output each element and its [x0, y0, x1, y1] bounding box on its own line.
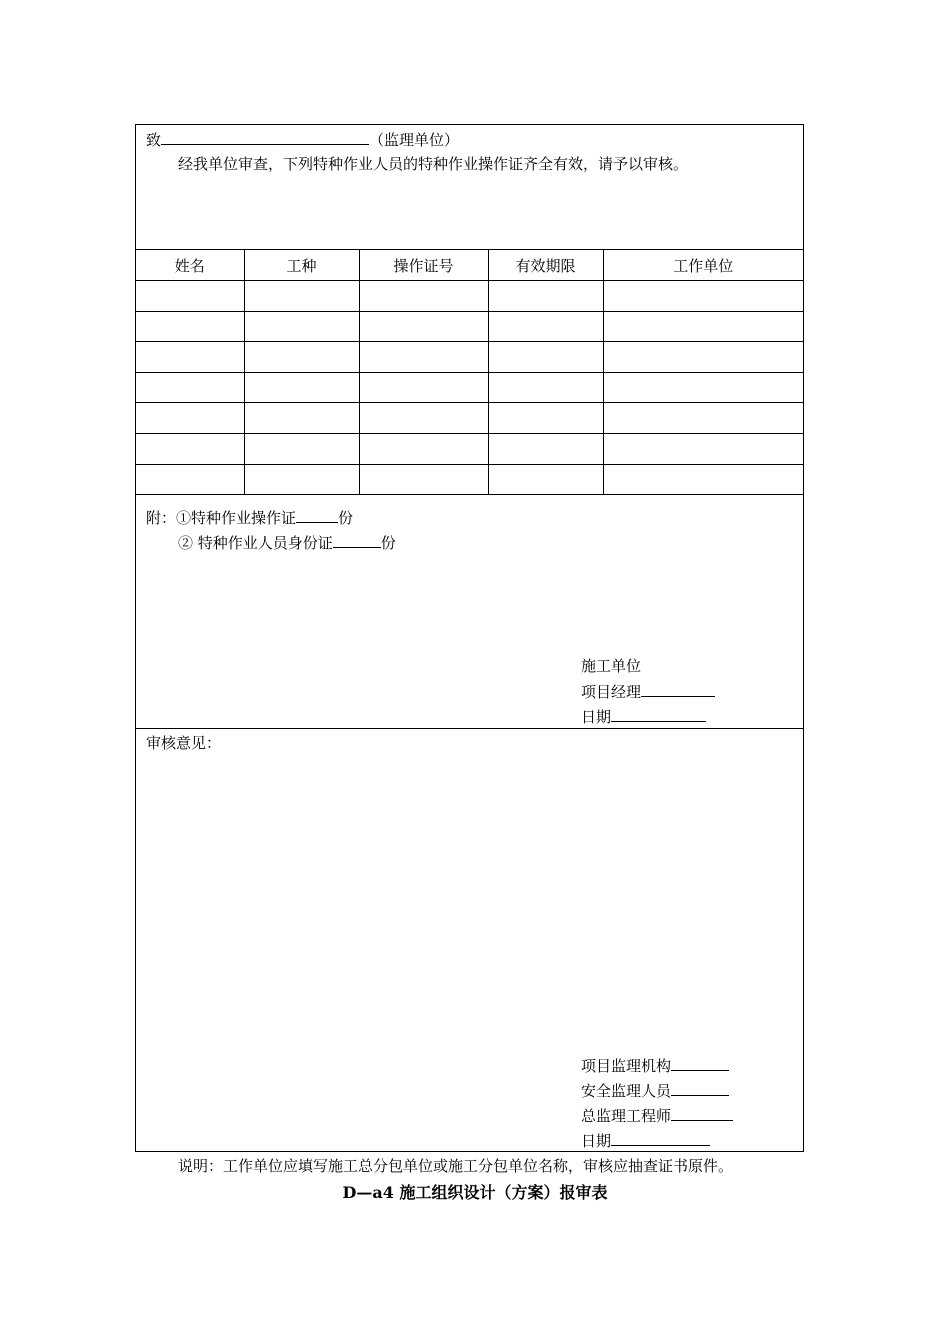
- table-row: [136, 434, 803, 465]
- table-cell[interactable]: [136, 281, 244, 312]
- chief-engineer-blank[interactable]: [671, 1105, 733, 1121]
- safety-supervisor-blank[interactable]: [671, 1080, 729, 1096]
- table-cell[interactable]: [136, 311, 244, 342]
- table-cell[interactable]: [244, 342, 359, 373]
- table-cell[interactable]: [359, 281, 488, 312]
- attachment-1-count-blank[interactable]: [296, 507, 338, 523]
- table-cell[interactable]: [136, 434, 244, 465]
- table-cell[interactable]: [244, 311, 359, 342]
- table-row: [136, 372, 803, 403]
- table-row: [136, 311, 803, 342]
- construction-unit-label: 施工单位: [581, 657, 642, 675]
- project-manager-blank[interactable]: [641, 681, 715, 697]
- special-operations-form: [135, 124, 804, 1152]
- table-cell[interactable]: [136, 372, 244, 403]
- attachment-2-label: ② 特种作业人员身份证: [178, 534, 333, 552]
- statement-text: 经我单位审查，下列特种作业人员的特种作业操作证齐全有效，请予以审核。: [178, 155, 689, 173]
- project-manager-label: 项目经理: [581, 683, 642, 701]
- recipient-blank[interactable]: [161, 129, 369, 145]
- table-cell[interactable]: [359, 342, 488, 373]
- personnel-table: [136, 250, 803, 495]
- table-row: [136, 464, 803, 495]
- table-cell[interactable]: [488, 311, 603, 342]
- table-cell[interactable]: [136, 464, 244, 495]
- header-section: [136, 125, 803, 250]
- review-date-blank[interactable]: [611, 1130, 710, 1146]
- attach-date-label: 日期: [581, 708, 612, 726]
- table-cell[interactable]: [488, 464, 603, 495]
- table-cell[interactable]: [359, 311, 488, 342]
- table-cell[interactable]: [359, 434, 488, 465]
- table-row: [136, 403, 803, 434]
- table-cell[interactable]: [488, 281, 603, 312]
- table-cell[interactable]: [359, 372, 488, 403]
- table-row: [136, 281, 803, 312]
- attachment-2-count-blank[interactable]: [333, 532, 381, 548]
- attachment-line-2: [178, 532, 396, 553]
- supervision-org-blank[interactable]: [671, 1055, 729, 1071]
- next-form-title: D—a4 施工组织设计（方案）报审表: [342, 1183, 608, 1202]
- table-cell[interactable]: [244, 464, 359, 495]
- table-header-row: [136, 250, 803, 281]
- table-cell[interactable]: [244, 403, 359, 434]
- form-note: 说明：工作单位应填写施工总分包单位或施工分包单位名称，审核应抽查证书原件。: [178, 1157, 734, 1175]
- recipient-line: [146, 129, 459, 150]
- table-cell[interactable]: [603, 311, 803, 342]
- attachment-1-unit: 份: [338, 509, 354, 527]
- table-cell[interactable]: [603, 434, 803, 465]
- attachments-section: [136, 504, 803, 729]
- table-cell[interactable]: [359, 464, 488, 495]
- chief-engineer-label: 总监理工程师: [581, 1107, 672, 1125]
- table-row: [136, 342, 803, 373]
- col-validity: 有效期限: [488, 250, 603, 281]
- supervision-org-line: [581, 1055, 729, 1076]
- table-cell[interactable]: [488, 372, 603, 403]
- attach-date-line: [581, 706, 706, 727]
- to-suffix: （监理单位）: [369, 131, 460, 149]
- table-cell[interactable]: [244, 281, 359, 312]
- table-cell[interactable]: [136, 403, 244, 434]
- table-cell[interactable]: [244, 372, 359, 403]
- review-date-line: [581, 1130, 710, 1151]
- review-date-label: 日期: [581, 1132, 612, 1150]
- review-section: [136, 729, 803, 1153]
- table-cell[interactable]: [488, 403, 603, 434]
- table-cell[interactable]: [603, 342, 803, 373]
- table-cell[interactable]: [488, 342, 603, 373]
- col-cert-no: 操作证号: [359, 250, 488, 281]
- table-cell[interactable]: [136, 342, 244, 373]
- attachment-1-label: 附：①特种作业操作证: [146, 509, 297, 527]
- supervision-org-label: 项目监理机构: [581, 1057, 672, 1075]
- col-trade: 工种: [244, 250, 359, 281]
- attachment-2-unit: 份: [380, 534, 396, 552]
- attach-date-blank[interactable]: [611, 706, 706, 722]
- table-cell[interactable]: [359, 403, 488, 434]
- table-cell[interactable]: [488, 434, 603, 465]
- table-cell[interactable]: [244, 434, 359, 465]
- safety-supervisor-line: [581, 1080, 729, 1101]
- project-manager-line: [581, 681, 715, 702]
- table-cell[interactable]: [603, 281, 803, 312]
- col-name: 姓名: [136, 250, 244, 281]
- table-cell[interactable]: [603, 464, 803, 495]
- to-label: 致: [146, 131, 162, 149]
- review-opinion-label: 审核意见：: [146, 734, 222, 752]
- table-cell[interactable]: [603, 403, 803, 434]
- attachment-line-1: [146, 507, 353, 528]
- chief-engineer-line: [581, 1105, 733, 1126]
- col-work-unit: 工作单位: [603, 250, 803, 281]
- table-cell[interactable]: [603, 372, 803, 403]
- safety-supervisor-label: 安全监理人员: [581, 1082, 672, 1100]
